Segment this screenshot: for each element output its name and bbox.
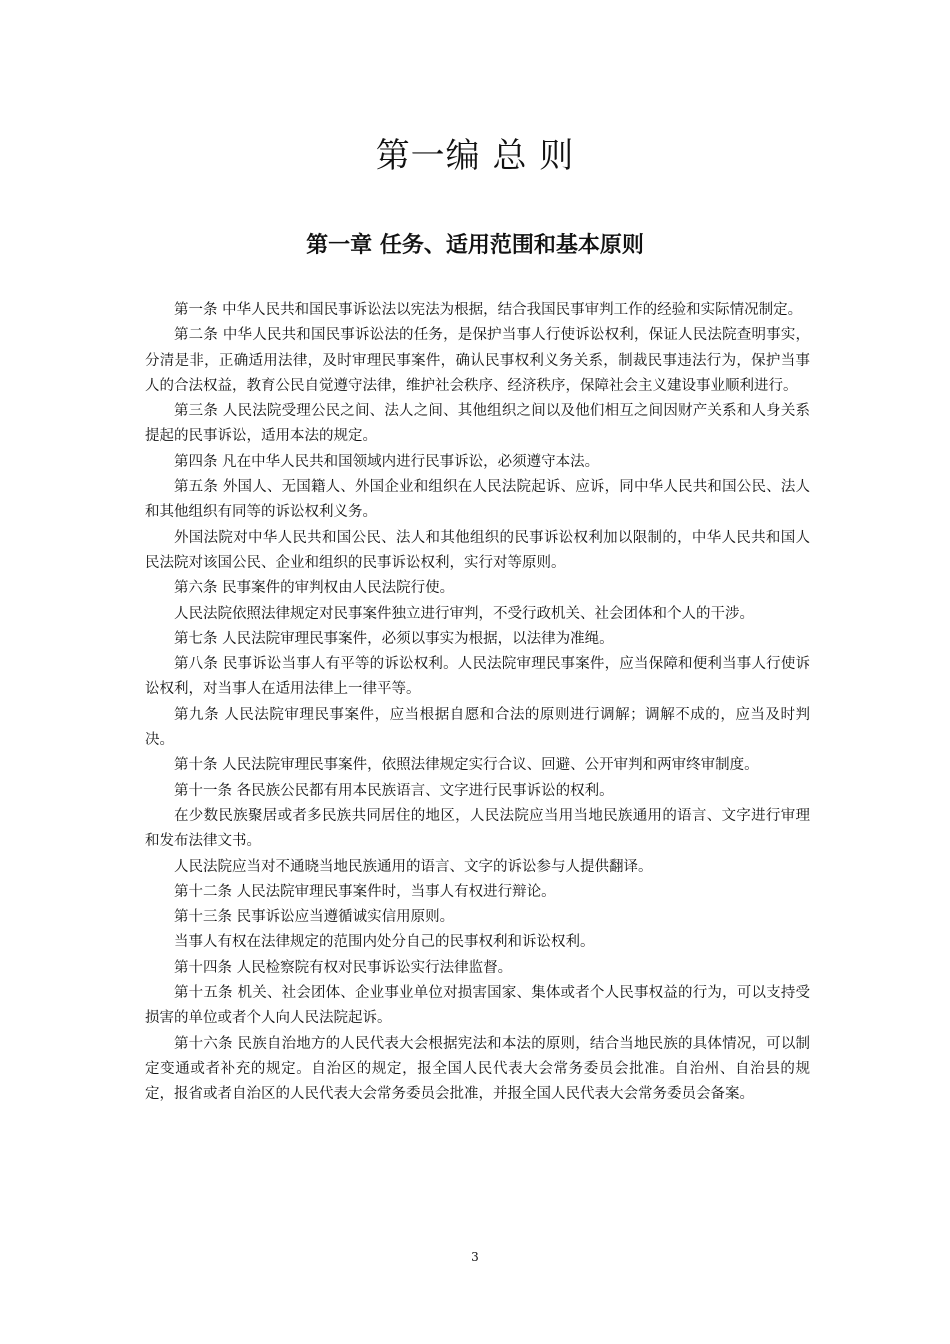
paragraph: 第四条 凡在中华人民共和国领域内进行民事诉讼，必须遵守本法。 xyxy=(174,453,600,470)
paragraph: 第五条 外国人、无国籍人、外国企业和组织在人民法院起诉、应诉，同中华人民共和国公民、法人和其他组织有同等的诉讼权利义务。 xyxy=(145,479,810,521)
paragraph: 第十五条 机关、社会团体、企业事业单位对损害国家、集体或者个人民事权益的行为，可以支持受损害的单位或者个人向人民法院起诉。 xyxy=(145,985,810,1027)
paragraph: 第十条 人民法院审理民事案件，依照法律规定实行合议、回避、公开审判和两审终审制度。 xyxy=(174,757,759,774)
body-text xyxy=(145,298,810,1108)
paragraph: 第一条 中华人民共和国民事诉讼法以宪法为根据，结合我国民事审判工作的经验和实际情况制定。 xyxy=(174,302,803,318)
paragraph: 人民法院应当对不通晓当地民族通用的语言、文字的诉讼参与人提供翻译。 xyxy=(174,858,653,875)
paragraph: 在少数民族聚居或者多民族共同居住的地区，人民法院应当用当地民族通用的语言、文字进行审理和发布法律文书。 xyxy=(145,807,810,850)
paragraph: 第九条 人民法院审理民事案件，应当根据自愿和合法的原则进行调解；调解不成的，应当及时判决。 xyxy=(145,706,810,749)
paragraph: 第十一条 各民族公民都有用本民族语言、文字进行民事诉讼的权利。 xyxy=(174,782,614,799)
paragraph: 第十六条 民族自治地方的人民代表大会根据宪法和本法的原则，结合当地民族的具体情况，可以制定变通或者补充的规定。自治区的规定，报全国人民代表大会常务委员会批准。自治州、自治县的规定，报省或者自治区的人民代表大会常务委员会批准，并报全国人民代表大会常务委员会备案。 xyxy=(145,1035,810,1103)
chapter-title: 第一章 任务、适用范围和基本原则 xyxy=(306,233,644,258)
paragraph: 外国法院对中华人民共和国公民、法人和其他组织的民事诉讼权利加以限制的，中华人民共和国人民法院对该国公民、企业和组织的民事诉讼权利，实行对等原则。 xyxy=(145,529,810,571)
paragraph: 第八条 民事诉讼当事人有平等的诉讼权利。人民法院审理民事案件，应当保障和便利当事人行使诉讼权利，对当事人在适用法律上一律平等。 xyxy=(145,656,810,698)
page-number: 3 xyxy=(471,1250,479,1264)
paragraph: 第七条 人民法院审理民事案件，必须以事实为根据，以法律为准绳。 xyxy=(174,630,614,647)
paragraph: 第六条 民事案件的审判权由人民法院行使。 xyxy=(174,580,455,597)
paragraph: 第三条 人民法院受理公民之间、法人之间、其他组织之间以及他们相互之间因财产关系和人身关系提起的民事诉讼，适用本法的规定。 xyxy=(145,403,810,445)
paragraph: 第二条 中华人民共和国民事诉讼法的任务，是保护当事人行使诉讼权利，保证人民法院查明事实，分清是非，正确适用法律，及时审理民事案件，确认民事权利义务关系，制裁民事违法行为，保护当事人的合法权益，教育公民自觉遵守法律，维护社会秩序、经济秩序，保障社会主义建设事业顺利进行。 xyxy=(145,327,810,394)
part-title: 第一编 总 则 xyxy=(375,136,575,176)
paragraph: 第十二条 人民法院审理民事案件时，当事人有权进行辩论。 xyxy=(174,883,556,900)
paragraph: 当事人有权在法律规定的范围内处分自己的民事权利和诉讼权利。 xyxy=(174,934,595,951)
paragraph: 第十三条 民事诉讼应当遵循诚实信用原则。 xyxy=(174,909,455,926)
paragraph: 第十四条 人民检察院有权对民事诉讼实行法律监督。 xyxy=(174,959,513,976)
paragraph: 人民法院依照法律规定对民事案件独立进行审判，不受行政机关、社会团体和个人的干涉。 xyxy=(174,605,754,622)
